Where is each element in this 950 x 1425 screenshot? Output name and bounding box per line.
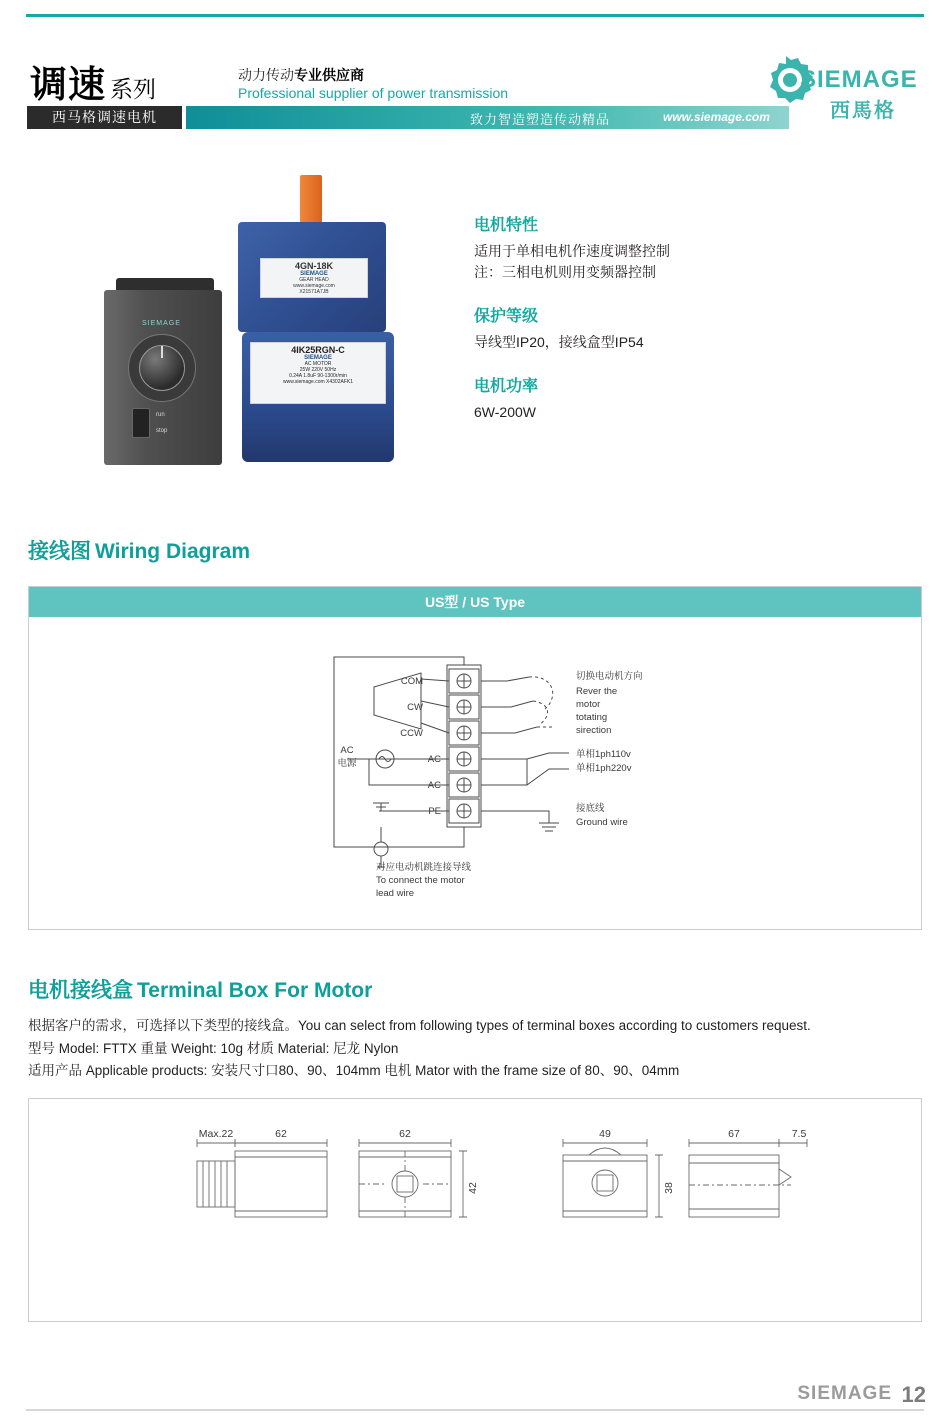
spec-line-protection-1: 导线型IP20，接线盒型IP54: [474, 334, 644, 350]
footer-logo: SIEMAGE: [797, 1383, 892, 1404]
output-shaft: [300, 175, 322, 227]
dimension-max22: Max.22: [198, 1128, 234, 1140]
note-direction-cn: 切换电动机方向: [576, 671, 643, 682]
motor-spec-line1: 25W 220V 50Hz: [299, 367, 337, 373]
spec-line-features-2: 注：三相电机则用变频器控制: [474, 264, 656, 280]
dimension-75: 7.5: [791, 1128, 807, 1140]
dimension-38: 38: [663, 1182, 675, 1194]
note-direction-en-4: sirection: [576, 725, 612, 736]
wiring-section-title: [28, 535, 250, 565]
tagline-cn: [238, 65, 364, 85]
spec-block-protection: [474, 303, 894, 353]
brand-title: [30, 54, 156, 108]
note-lead-cn: 对应电动机跳连接导线: [376, 862, 472, 873]
brand-title-cn: 调速: [30, 64, 106, 105]
run-stop-switch: [132, 408, 150, 438]
terminalbox-paragraph-2: 型号 Model: FTTX 重量 Weight: 10g 材质 Material: 尼龙 Nylon: [28, 1041, 399, 1056]
dimension-67: 67: [728, 1128, 740, 1140]
spec-heading-features: 电机特性: [474, 217, 539, 234]
terminalbox-drawings-panel: [28, 1098, 922, 1322]
note-ground-en: Ground wire: [576, 817, 628, 828]
company-logo: [744, 52, 924, 128]
switch-run-label: run: [156, 412, 165, 418]
wiring-title-cn: 接线图: [28, 540, 91, 563]
note-direction-en-1: Rever the: [576, 686, 618, 697]
motor-site: www.siemage.com X4302AFK1: [282, 379, 354, 385]
tagline-cn-bold: 专业供应商: [294, 67, 364, 83]
speed-dial-pointer: [161, 346, 163, 358]
dimension-49: 49: [599, 1128, 611, 1140]
dimension-62-b: 62: [399, 1128, 411, 1140]
motor-brand: SIEMAGE: [304, 355, 332, 361]
note-voltage-220: 单相1ph220v: [576, 763, 632, 774]
spec-block-power: [474, 373, 894, 423]
wiring-diagram: [29, 617, 921, 929]
controller-brand: SIEMAGE: [142, 320, 181, 327]
note-direction-en-2: motor: [576, 699, 601, 710]
logo-wordmark: SIEMAGE: [800, 66, 918, 93]
tagline-en: Professional supplier of power transmission: [238, 85, 509, 101]
dimension-62-a: 62: [275, 1128, 287, 1140]
terminal-label-pe: PE: [428, 806, 441, 817]
terminalbox-paragraph-3: 适用产品 Applicable products: 安装尺寸口80、90、104mm 电机 Mator with the frame size of 80、90、04mm: [28, 1063, 680, 1078]
terminalbox-title-cn: 电机接线盒: [28, 979, 133, 1002]
spec-list: [474, 212, 894, 443]
motor-label: [250, 342, 386, 404]
logo-wordmark-cn: 西馬格: [830, 100, 896, 122]
wiring-panel: [28, 586, 922, 930]
ac-source-label-cn: 电源: [337, 758, 357, 769]
dimension-42: 42: [467, 1182, 479, 1194]
terminal-label-ccw: CCW: [400, 728, 423, 739]
note-lead-en-2: lead wire: [376, 888, 415, 899]
terminal-label-ac2: AC: [427, 780, 441, 791]
spec-heading-power: 电机功率: [474, 378, 539, 395]
note-lead-en-1: To connect the motor: [376, 875, 465, 886]
header-bar-slogan: 致力智造塑造传动精品: [470, 112, 611, 127]
motor-spec-line2: 0.24A 1.8uF 90-1300r/min: [289, 373, 347, 379]
terminal-label-ac1: AC: [427, 754, 441, 765]
tagline-cn-plain: 动力传动: [238, 67, 294, 83]
terminalbox-drawings-svg: [29, 1099, 921, 1321]
spec-heading-protection: 保护等级: [474, 308, 539, 325]
gearhead-brand: SIEMAGE: [300, 271, 328, 277]
terminalbox-paragraph-1: 根据客户的需求，可选择以下类型的接线盒。You can select from following types of terminal boxes according to customers request.: [28, 1018, 811, 1033]
terminalbox-title-en: Terminal Box For Motor: [137, 979, 373, 1002]
switch-stop-label: stop: [156, 428, 168, 434]
gearhead-code: X21571A7JB: [299, 289, 329, 295]
note-voltage-110: 单相1ph110v: [576, 749, 631, 760]
gearhead-type: GEAR HEAD: [299, 277, 329, 283]
brand-tab: 西马格调速电机: [27, 106, 182, 129]
header-bar-url: www.siemage.com: [663, 110, 770, 124]
terminal-label-com: COM: [400, 676, 423, 687]
spec-line-power-1: 6W-200W: [474, 404, 536, 420]
ac-source-label-en: AC: [340, 745, 354, 756]
note-ground-cn: 接底线: [576, 803, 605, 814]
wiring-diagram-svg: [29, 617, 923, 929]
spec-block-features: [474, 212, 894, 283]
gearhead-site: www.siemage.com: [293, 283, 335, 289]
page-header: [0, 22, 950, 140]
terminalbox-section-title: [28, 974, 372, 1004]
spec-line-features-1: 适用于单相电机作速度调整控制: [474, 243, 670, 259]
header-accent-bar: [186, 106, 789, 129]
brand-title-suffix: 系列: [110, 76, 156, 102]
terminal-label-cw: CW: [407, 702, 423, 713]
motor-type: AC MOTOR: [304, 361, 332, 367]
top-rule: [26, 14, 924, 17]
motor-model: 4IK25RGN-C: [291, 345, 345, 355]
gear-head-label: [260, 258, 368, 298]
wiring-panel-header: US型 / US Type: [29, 587, 921, 617]
page-number: 12: [901, 1382, 926, 1407]
wiring-title-en: Wiring Diagram: [95, 540, 250, 563]
footer-rule: [26, 1409, 924, 1411]
gearhead-model: 4GN-18K: [294, 261, 333, 271]
note-direction-en-3: totating: [576, 712, 608, 723]
product-photo: [90, 160, 440, 510]
